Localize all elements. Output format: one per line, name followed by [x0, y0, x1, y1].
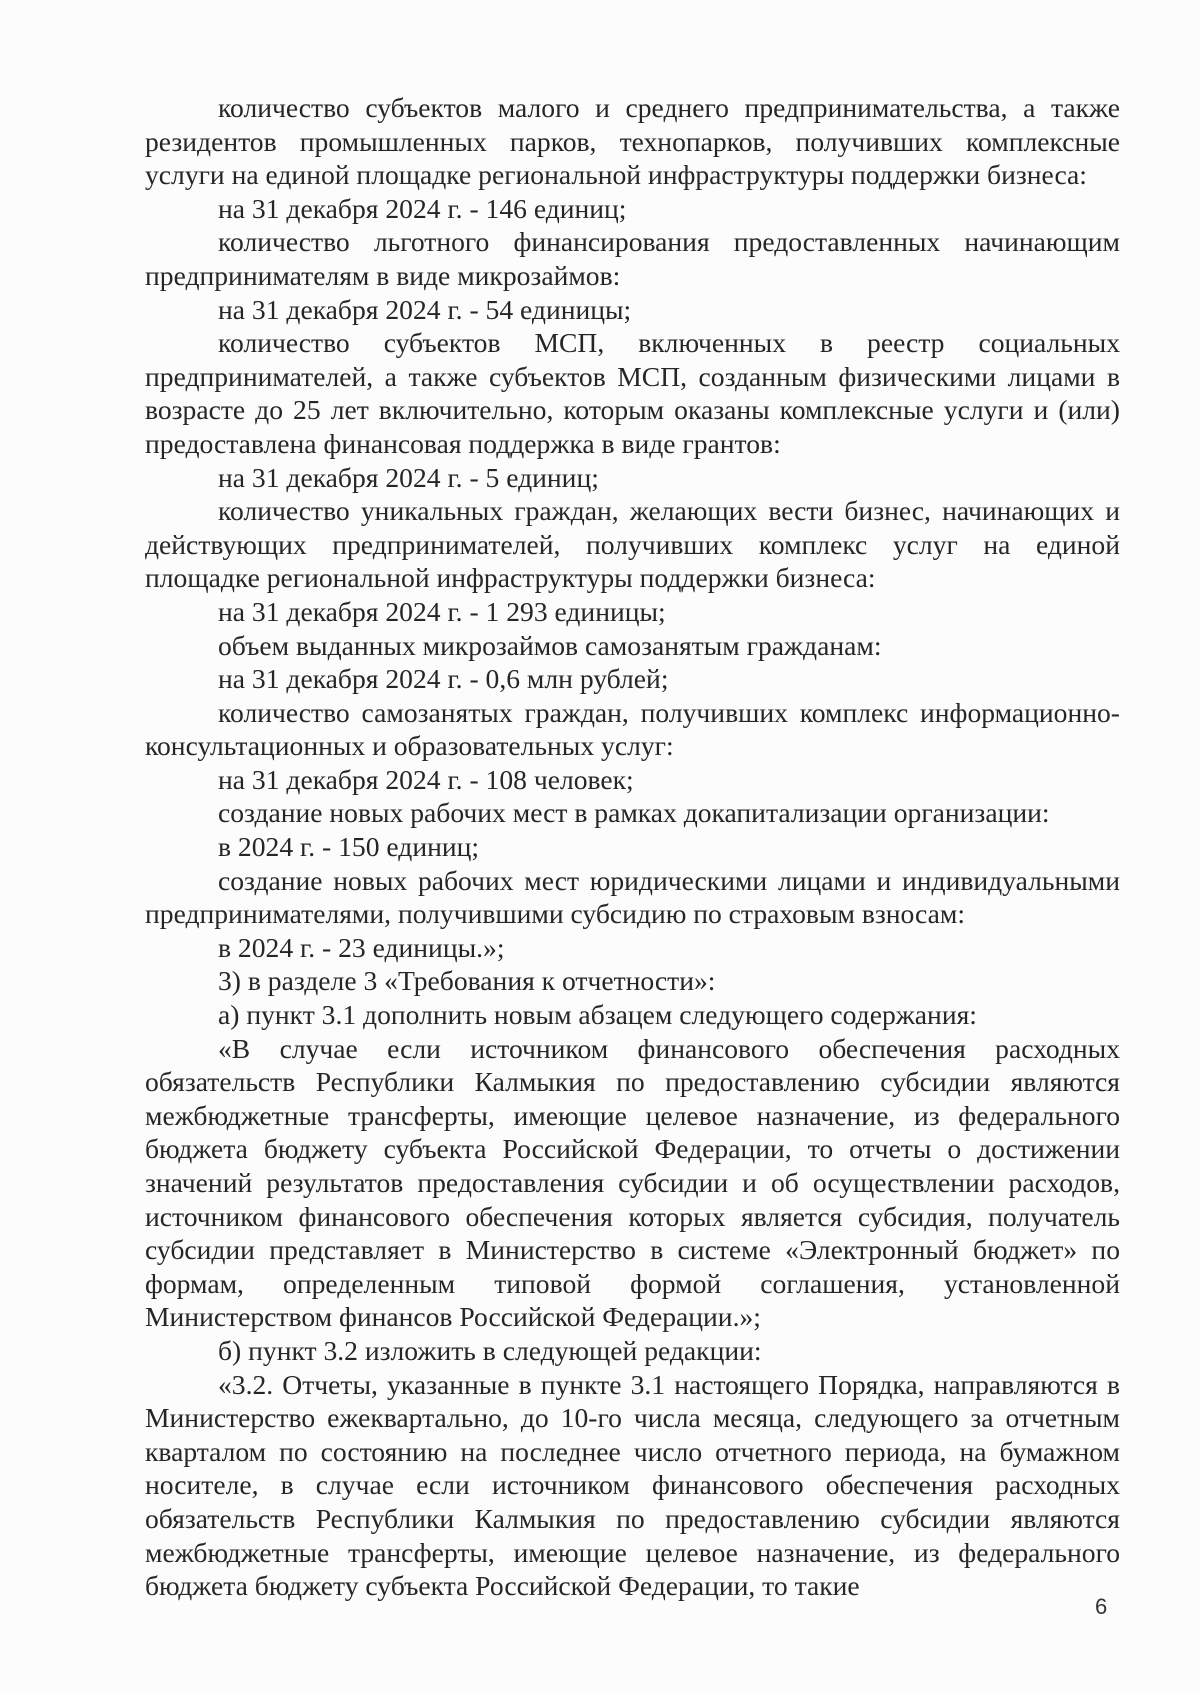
paragraph: в 2024 г. - 23 единицы.»; [218, 931, 505, 963]
paragraph: на 31 декабря 2024 г. - 54 единицы; [218, 293, 632, 325]
document-body [145, 91, 1120, 1603]
paragraph: на 31 декабря 2024 г. - 108 человек; [218, 763, 634, 795]
paragraph: количество субъектов МСП, включенных в реестр социальных предпринимателей, а также субъектов МСП, созданным физическими лицами в возрасте до 25 лет включительно, которым оказаны комплексные услуги и (или) предоставлена финансовая поддержка в виде грантов: [145, 327, 1120, 459]
paragraph: «В случае если источником финансового обеспечения расходных обязательств Республики Калмыкия по предоставлению субсидии являются межбюджетные трансферты, имеющие целевое назначение, из федерального бюджета бюджету субъекта Российской Федерации, то отчеты о достижении значений результатов предоставления субсидии и об осуществлении расходов, источником финансового обеспечения которых является субсидия, получатель субсидии представляет в Министерство в системе «Электронный бюджет» по формам, определенным типовой формой соглашения, установленной Министерством финансов Российской Федерации.»; [145, 1032, 1120, 1333]
paragraph: в 2024 г. - 150 единиц; [218, 831, 480, 863]
paragraph: 3) в разделе 3 «Требования к отчетности»: [218, 965, 716, 997]
paragraph: объем выданных микрозаймов самозанятым гражданам: [218, 629, 882, 661]
paragraph: на 31 декабря 2024 г. - 1 293 единицы; [218, 595, 666, 627]
paragraph: создание новых рабочих мест в рамках докапитализации организации: [218, 797, 1050, 829]
paragraph: количество самозанятых граждан, получивших комплекс информационно-консультационных и образовательных услуг: [145, 696, 1120, 762]
paragraph: на 31 декабря 2024 г. - 5 единиц; [218, 461, 599, 493]
paragraph: на 31 декабря 2024 г. - 146 единиц; [218, 192, 627, 224]
page-number: 6 [1095, 1594, 1108, 1619]
paragraph: количество льготного финансирования предоставленных начинающим предпринимателям в виде микрозаймов: [145, 226, 1120, 291]
paragraph: количество субъектов малого и среднего предпринимательства, а также резидентов промышленных парков, технопарков, получивших комплексные услуги на единой площадке региональной инфраструктуры поддержки бизнеса: [145, 92, 1120, 191]
paragraph: на 31 декабря 2024 г. - 0,6 млн рублей; [218, 663, 669, 695]
paragraph: б) пункт 3.2 изложить в следующей редакции: [218, 1334, 762, 1366]
paragraph: а) пункт 3.1 дополнить новым абзацем следующего содержания: [218, 999, 977, 1031]
paragraph: количество уникальных граждан, желающих вести бизнес, начинающих и действующих предпринимателей, получивших комплекс услуг на единой площадке региональной инфраструктуры поддержки бизнеса: [145, 495, 1120, 594]
paragraph: создание новых рабочих мест юридическими лицами и индивидуальными предпринимателями, получившими субсидию по страховым взносам: [145, 864, 1120, 930]
paragraph: «3.2. Отчеты, указанные в пункте 3.1 настоящего Порядка, направляются в Министерство ежеквартально, до 10-го числа месяца, следующего за отчетным кварталом по состоянию на последнее число отчетного периода, на бумажном носителе, в случае если источником финансового обеспечения расходных обязательств Республики Калмыкия по предоставлению субсидии являются межбюджетные трансферты, имеющие целевое назначение, из федерального бюджета бюджету субъекта Российской Федерации, то такие [145, 1368, 1120, 1602]
